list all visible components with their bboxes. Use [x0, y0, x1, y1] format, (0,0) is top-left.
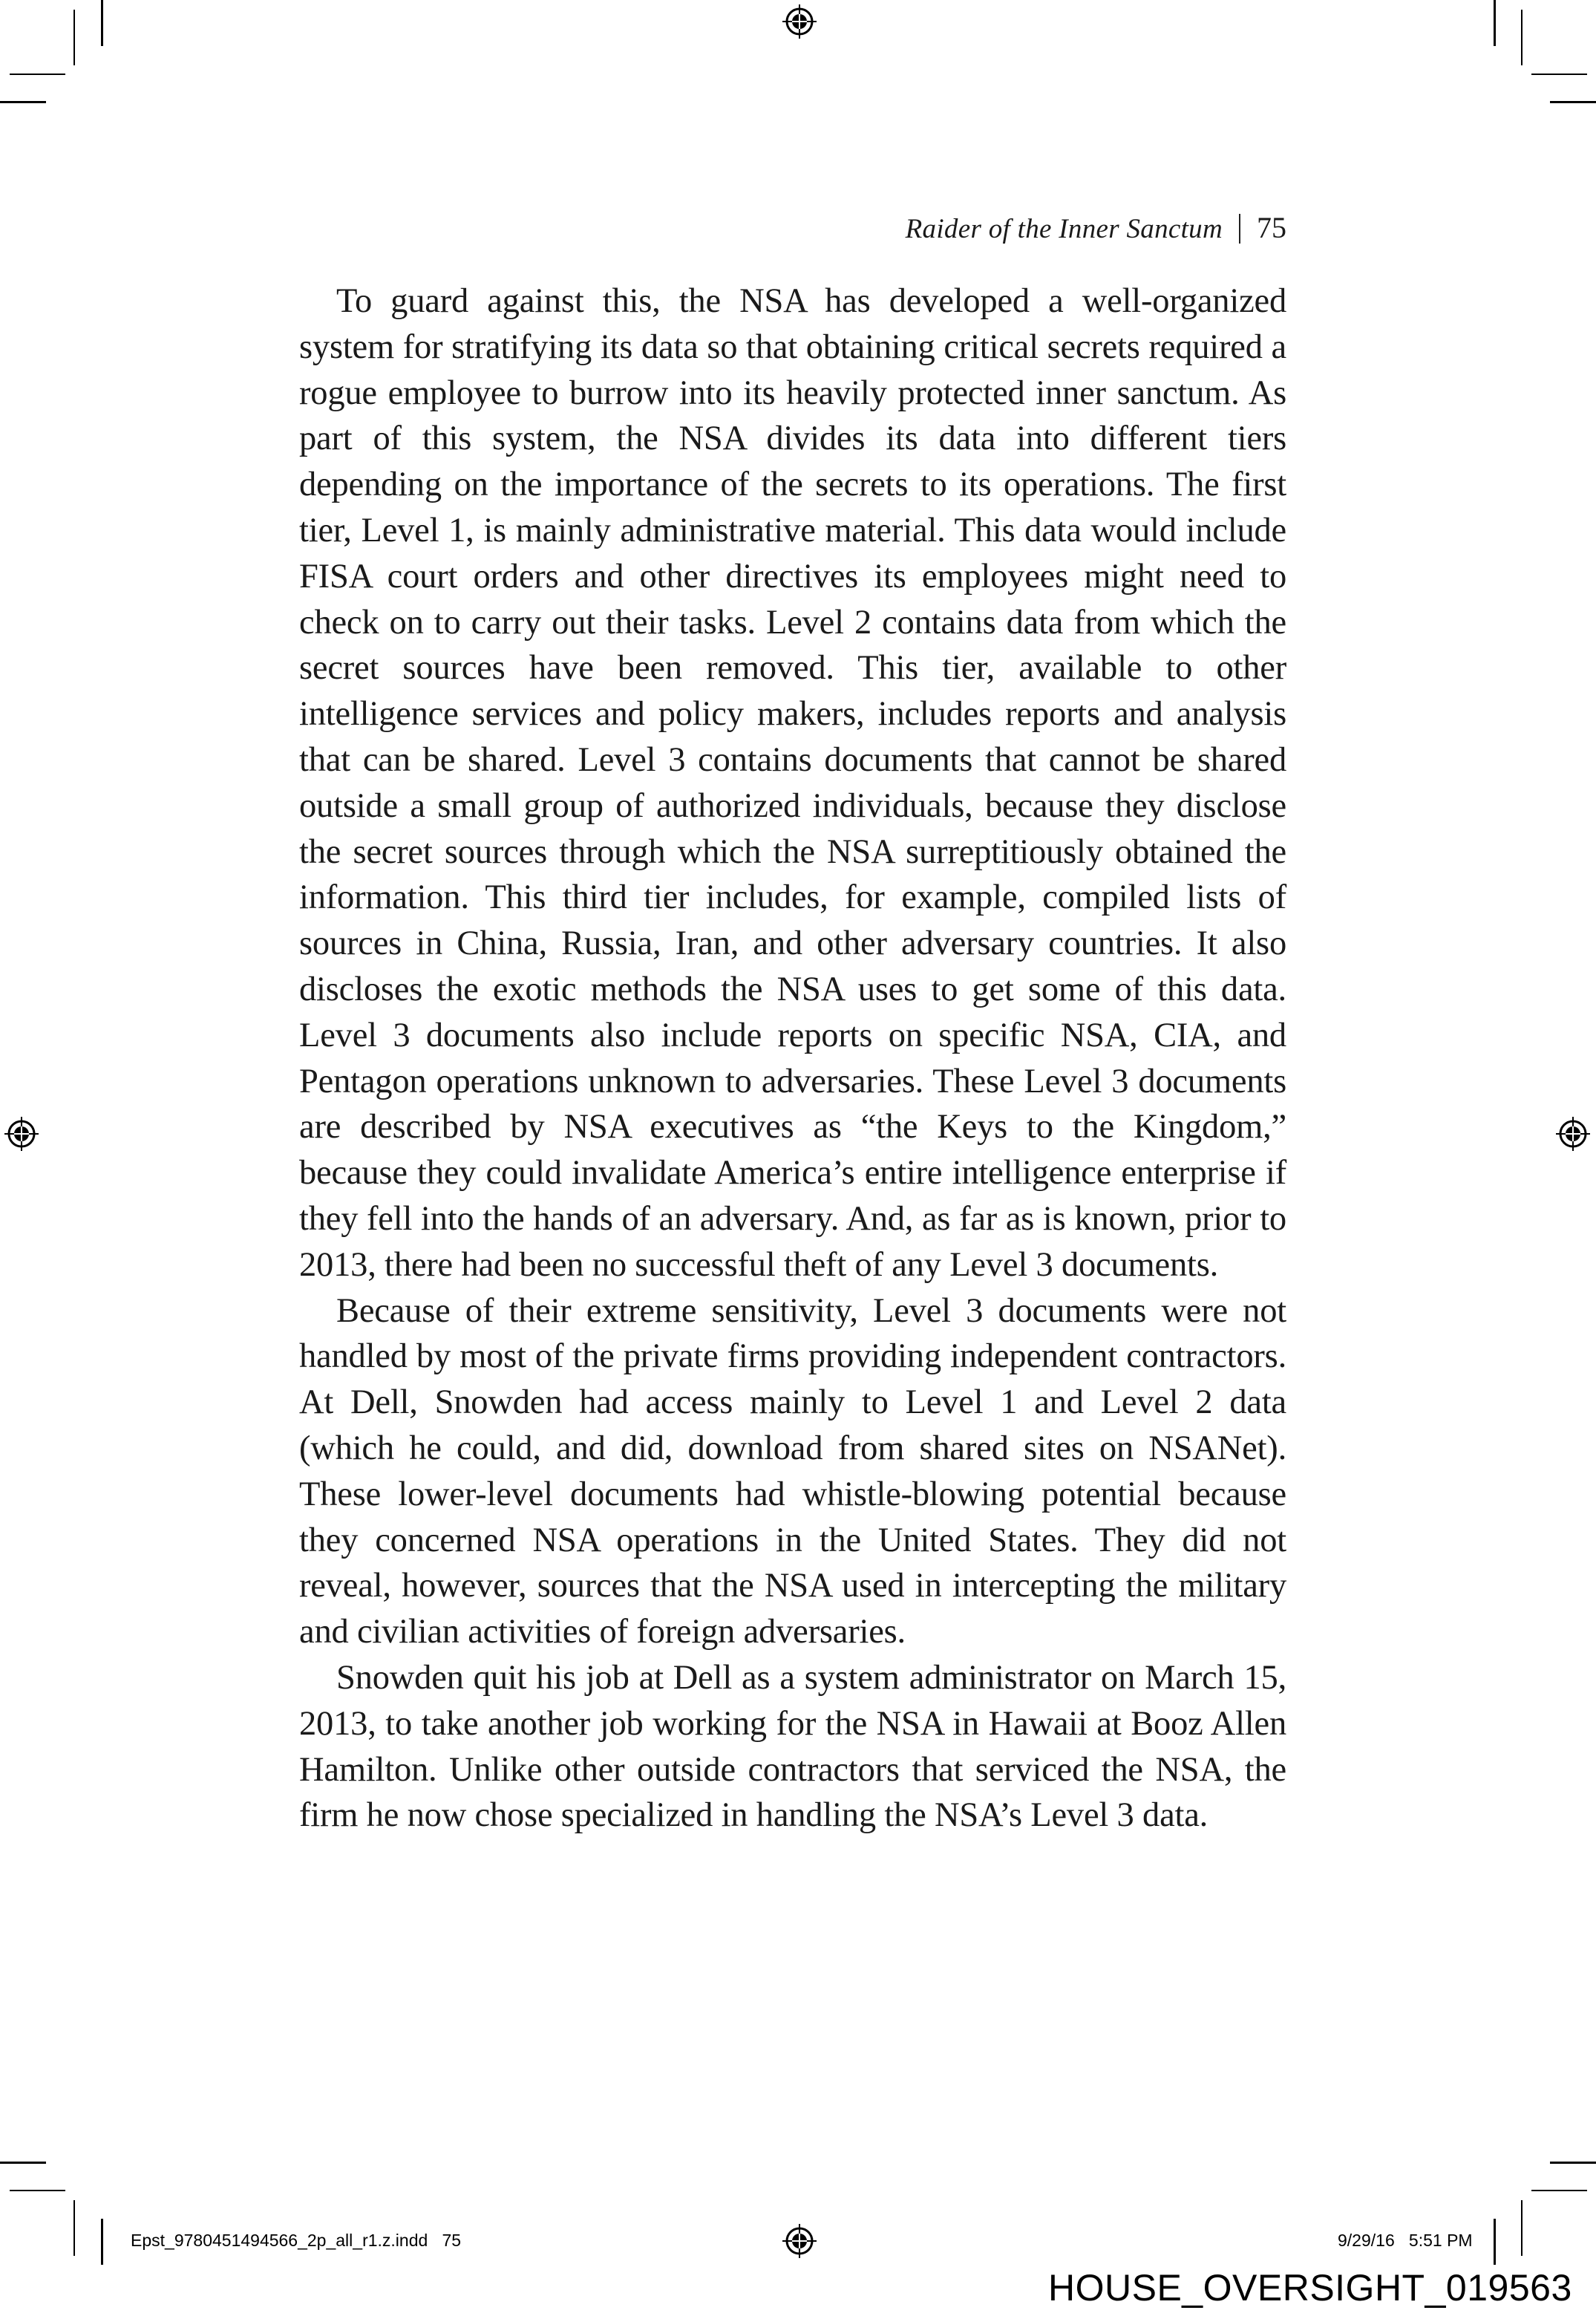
chapter-title: Raider of the Inner Sanctum [905, 214, 1223, 244]
crop-mark-bottom-right-vertical-outer [1494, 2219, 1496, 2265]
page-number: 75 [1257, 211, 1286, 244]
crop-mark-bottom-left-vertical-inner [73, 2200, 75, 2256]
crop-mark-top-right-horizontal-inner [1531, 74, 1587, 75]
slug-date: 9/29/16 [1338, 2231, 1395, 2250]
crop-mark-top-left-vertical-outer [101, 0, 103, 46]
registration-target-icon [782, 2224, 817, 2258]
bates-number: HOUSE_OVERSIGHT_019563 [1048, 2267, 1572, 2309]
crop-mark-bottom-left-horizontal-inner [10, 2190, 65, 2191]
slug-file-name: Epst_9780451494566_2p_all_r1.z.indd [131, 2231, 428, 2250]
slug-page: 75 [442, 2231, 462, 2250]
crop-mark-bottom-left-vertical-outer [101, 2219, 103, 2265]
registration-target-icon [782, 4, 817, 39]
crop-mark-top-left-vertical-inner [73, 10, 75, 65]
crop-mark-bottom-right-vertical-inner [1521, 2200, 1523, 2256]
crop-mark-top-right-vertical-outer [1494, 0, 1496, 46]
crop-mark-top-right-vertical-inner [1521, 10, 1523, 65]
print-slug-file [131, 2231, 461, 2251]
print-slug-timestamp [1338, 2231, 1473, 2251]
slug-time: 5:51 PM [1408, 2231, 1473, 2250]
paragraph: To guard against this, the NSA has developed a well-organized system for stratifying its data so that obtaining critical secrets required a rogue employee to burrow into its heavily protected inner sanctum. As part of this system, the NSA divides its data into different tiers depending on the importance of the secrets to its operations. The first tier, Level 1, is mainly administrative material. This data would include FISA court orders and other directives its employees might need to check on to carry out their tasks. Level 2 contains data from which the secret sources have been removed. This tier, available to other intelligence services and policy makers, includes reports and analysis that can be shared. Level 3 contains documents that cannot be shared outside a small group of authorized individuals, because they disclose the secret sources through which the NSA surreptitiously obtained the information. This third tier includes, for example, compiled lists of sources in China, Russia, Iran, and other adversary countries. It also discloses the exotic methods the NSA uses to get some of this data. Level 3 documents also include reports on specific NSA, CIA, and Pentagon operations unknown to adversaries. These Level 3 documents are described by NSA executives as “the Keys to the Kingdom,” because they could invalidate America’s entire intelligence enterprise if they fell into the hands of an adversary. And, as far as is known, prior to 2013, there had been no successful theft of any Level 3 documents. [299, 282, 1286, 1284]
running-head-divider [1239, 214, 1240, 244]
crop-mark-bottom-left-horizontal-outer [0, 2162, 46, 2164]
paragraph: Snowden quit his job at Dell as a system administrator on March 15, 2013, to take another job working for the NSA in Hawaii at Booz Allen Hamilton. Unlike other outside contractors that serviced the NSA, the firm he now chose specialized in handling the NSA’s Level 3 data. [299, 1658, 1286, 1835]
crop-mark-top-left-horizontal-inner [10, 74, 65, 75]
crop-mark-bottom-right-horizontal-outer [1550, 2162, 1596, 2164]
registration-target-icon [1556, 1117, 1590, 1151]
crop-mark-top-right-horizontal-outer [1550, 101, 1596, 103]
body-text [299, 278, 1286, 1839]
paragraph: Because of their extreme sensitivity, Level 3 documents were not handled by most of the private firms providing independent contractors. At Dell, Snowden had access mainly to Level 1 and Level 2 data (which he could, and did, download from shared sites on NSANet). These lower-level documents had whistle-blowing potential because they concerned NSA operations in the United States. They did not reveal, however, sources that the NSA used in intercepting the military and civilian activities of foreign adversaries. [299, 1291, 1286, 1651]
registration-target-icon [4, 1117, 39, 1151]
crop-mark-top-left-horizontal-outer [0, 101, 46, 103]
running-head [742, 209, 1286, 248]
crop-mark-bottom-right-horizontal-inner [1531, 2190, 1587, 2191]
